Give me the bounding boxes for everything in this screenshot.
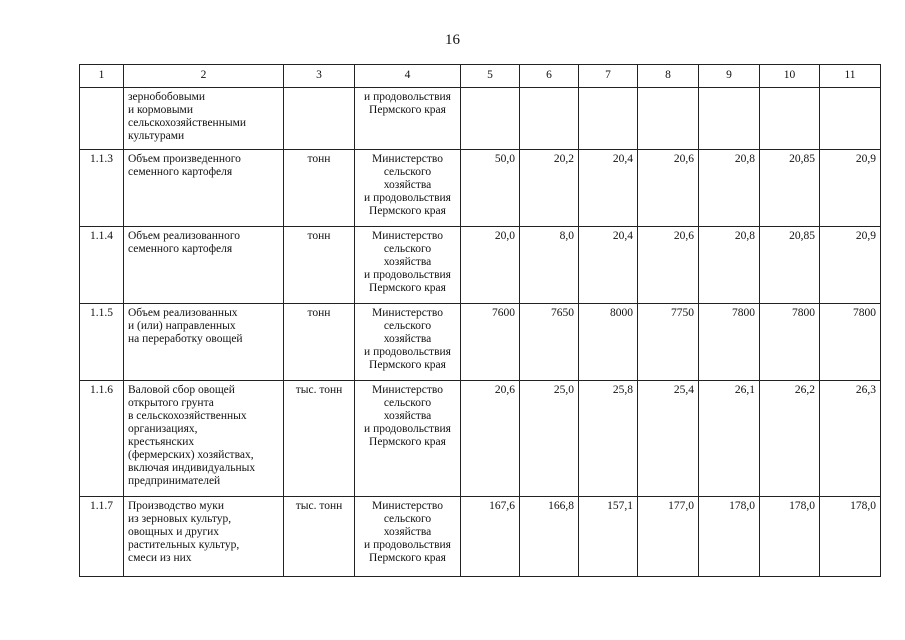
table-row <box>80 150 881 227</box>
unit-cell <box>284 88 355 150</box>
indicator-name: Объем реализованных и (или) направленных на переработку овощей <box>124 304 284 381</box>
column-header-1: 1 <box>80 65 124 88</box>
row-id: 1.1.6 <box>80 381 124 497</box>
column-header-6: 6 <box>520 65 579 88</box>
value-cell-9 <box>699 88 760 150</box>
table-row <box>80 497 881 577</box>
value-cell-8: 20,6 <box>638 227 699 304</box>
value-cell-6: 7650 <box>520 304 579 381</box>
value-cell-6: 166,8 <box>520 497 579 577</box>
value-cell-9: 20,8 <box>699 150 760 227</box>
column-header-3: 3 <box>284 65 355 88</box>
responsible-org: Министерство сельского хозяйства и продовольствия Пермского края <box>355 497 461 577</box>
value-cell-6: 8,0 <box>520 227 579 304</box>
value-cell-11: 178,0 <box>820 497 881 577</box>
column-header-10: 10 <box>760 65 820 88</box>
unit-cell: тыс. тонн <box>284 381 355 497</box>
column-header-11: 11 <box>820 65 881 88</box>
value-cell-11: 26,3 <box>820 381 881 497</box>
table-row <box>80 227 881 304</box>
value-cell-10 <box>760 88 820 150</box>
value-cell-8: 25,4 <box>638 381 699 497</box>
value-cell-5: 7600 <box>461 304 520 381</box>
value-cell-7: 157,1 <box>579 497 638 577</box>
value-cell-10: 7800 <box>760 304 820 381</box>
column-header-2: 2 <box>124 65 284 88</box>
responsible-org: Министерство сельского хозяйства и продовольствия Пермского края <box>355 227 461 304</box>
value-cell-5: 167,6 <box>461 497 520 577</box>
unit-cell: тонн <box>284 304 355 381</box>
row-id: 1.1.5 <box>80 304 124 381</box>
responsible-org: Министерство сельского хозяйства и продовольствия Пермского края <box>355 150 461 227</box>
unit-cell: тыс. тонн <box>284 497 355 577</box>
page-number: 16 <box>445 32 460 48</box>
value-cell-10: 20,85 <box>760 150 820 227</box>
value-cell-7: 20,4 <box>579 150 638 227</box>
row-id <box>80 88 124 150</box>
value-cell-5: 50,0 <box>461 150 520 227</box>
indicator-table <box>79 64 881 577</box>
indicator-name: зернобобовыми и кормовыми сельскохозяйственными культурами <box>124 88 284 150</box>
responsible-org: Министерство сельского хозяйства и продовольствия Пермского края <box>355 381 461 497</box>
row-id: 1.1.4 <box>80 227 124 304</box>
value-cell-6: 25,0 <box>520 381 579 497</box>
value-cell-11: 20,9 <box>820 227 881 304</box>
indicator-name: Объем произведенного семенного картофеля <box>124 150 284 227</box>
table-row <box>80 381 881 497</box>
value-cell-11 <box>820 88 881 150</box>
unit-cell: тонн <box>284 150 355 227</box>
indicator-name: Объем реализованного семенного картофеля <box>124 227 284 304</box>
column-header-5: 5 <box>461 65 520 88</box>
responsible-org: Министерство сельского хозяйства и продовольствия Пермского края <box>355 304 461 381</box>
value-cell-7 <box>579 88 638 150</box>
value-cell-8: 177,0 <box>638 497 699 577</box>
value-cell-9: 26,1 <box>699 381 760 497</box>
value-cell-11: 7800 <box>820 304 881 381</box>
row-id: 1.1.7 <box>80 497 124 577</box>
column-header-7: 7 <box>579 65 638 88</box>
header-row <box>80 65 881 88</box>
value-cell-9: 7800 <box>699 304 760 381</box>
value-cell-10: 20,85 <box>760 227 820 304</box>
value-cell-7: 8000 <box>579 304 638 381</box>
value-cell-7: 25,8 <box>579 381 638 497</box>
table-body <box>80 88 881 577</box>
value-cell-5 <box>461 88 520 150</box>
value-cell-8: 20,6 <box>638 150 699 227</box>
value-cell-6 <box>520 88 579 150</box>
value-cell-5: 20,0 <box>461 227 520 304</box>
value-cell-8 <box>638 88 699 150</box>
value-cell-11: 20,9 <box>820 150 881 227</box>
indicator-name: Производство муки из зерновых культур, овощных и других растительных культур, смеси из них <box>124 497 284 577</box>
value-cell-5: 20,6 <box>461 381 520 497</box>
indicator-name: Валовой сбор овощей открытого грунта в сельскохозяйственных организациях, крестьянских (фермерских) хозяйствах, включая индивидуальных предпринимателей <box>124 381 284 497</box>
value-cell-10: 26,2 <box>760 381 820 497</box>
table-row <box>80 304 881 381</box>
value-cell-7: 20,4 <box>579 227 638 304</box>
row-id: 1.1.3 <box>80 150 124 227</box>
column-header-8: 8 <box>638 65 699 88</box>
value-cell-9: 178,0 <box>699 497 760 577</box>
value-cell-9: 20,8 <box>699 227 760 304</box>
value-cell-10: 178,0 <box>760 497 820 577</box>
column-header-4: 4 <box>355 65 461 88</box>
table-row <box>80 88 881 150</box>
value-cell-6: 20,2 <box>520 150 579 227</box>
unit-cell: тонн <box>284 227 355 304</box>
value-cell-8: 7750 <box>638 304 699 381</box>
responsible-org: и продовольствия Пермского края <box>355 88 461 150</box>
column-header-9: 9 <box>699 65 760 88</box>
